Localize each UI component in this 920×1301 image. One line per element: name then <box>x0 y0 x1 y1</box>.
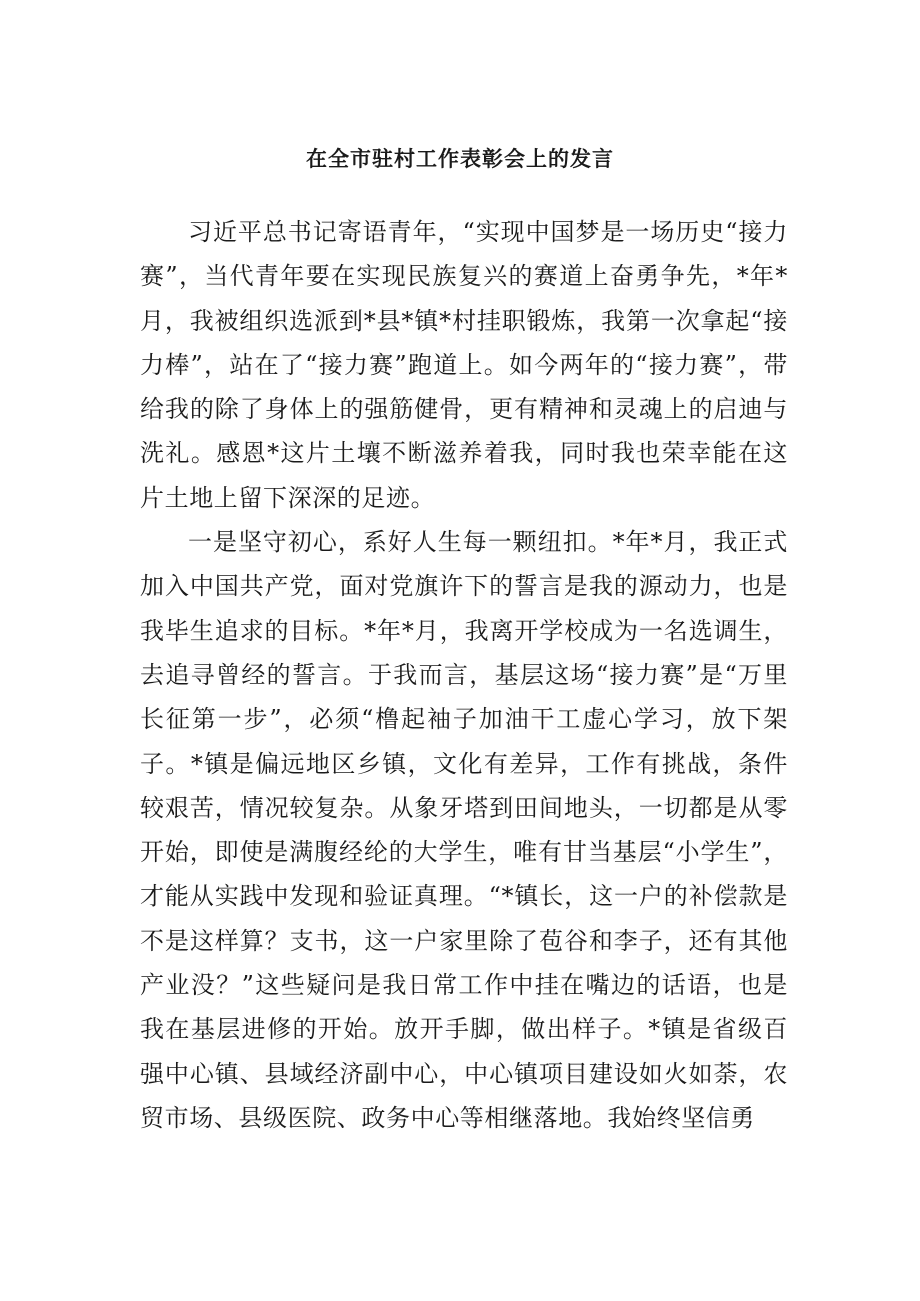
document-title: 在全市驻村工作表彰会上的发言 <box>306 146 614 171</box>
document-body <box>140 210 788 1140</box>
paragraph-intro: 习近平总书记寄语青年，“实现中国梦是一场历史“接力赛”，当代青年要在实现民族复兴的赛道上奋勇争先，*年*月，我被组织选派到*县*镇*村挂职锻炼，我第一次拿起“接力棒”，站在了“接力赛”跑道上。如今两年的“接力赛”，带给我的除了身体上的强筋健骨，更有精神和灵魂上的启迪与洗礼。感恩*这片土壤不断滋养着我，同时我也荣幸能在这片土地上留下深深的足迹。 <box>140 218 788 512</box>
paragraph-first-point: 一是坚守初心，系好人生每一颗纽扣。*年*月，我正式加入中国共产党，面对党旗许下的誓言是我的源动力，也是我毕生追求的目标。*年*月，我离开学校成为一名选调生，去追寻曾经的誓言。于我而言，基层这场“接力赛”是“万里长征第一步”，必须“橹起袖子加油干工虚心学习，放下架子。*镇是偏远地区乡镇，文化有差异，工作有挑战，条件较艰苦，情况较复杂。从象牙塔到田间地头，一切都是从零开始，即使是满腹经纶的大学生，唯有甘当基层“小学生”，才能从实践中发现和验证真理。“*镇长，这一户的补偿款是不是这样算？支书，这一户家里除了苞谷和李子，还有其他产业没？”这些疑问是我日常工作中挂在嘴边的话语，也是我在基层进修的开始。放开手脚，做出样子。*镇是省级百强中心镇、县域经济副中心，中心镇项目建设如火如荼，农贸市场、县级医院、政务中心等相继落地。我始终坚信勇 <box>140 528 788 1132</box>
